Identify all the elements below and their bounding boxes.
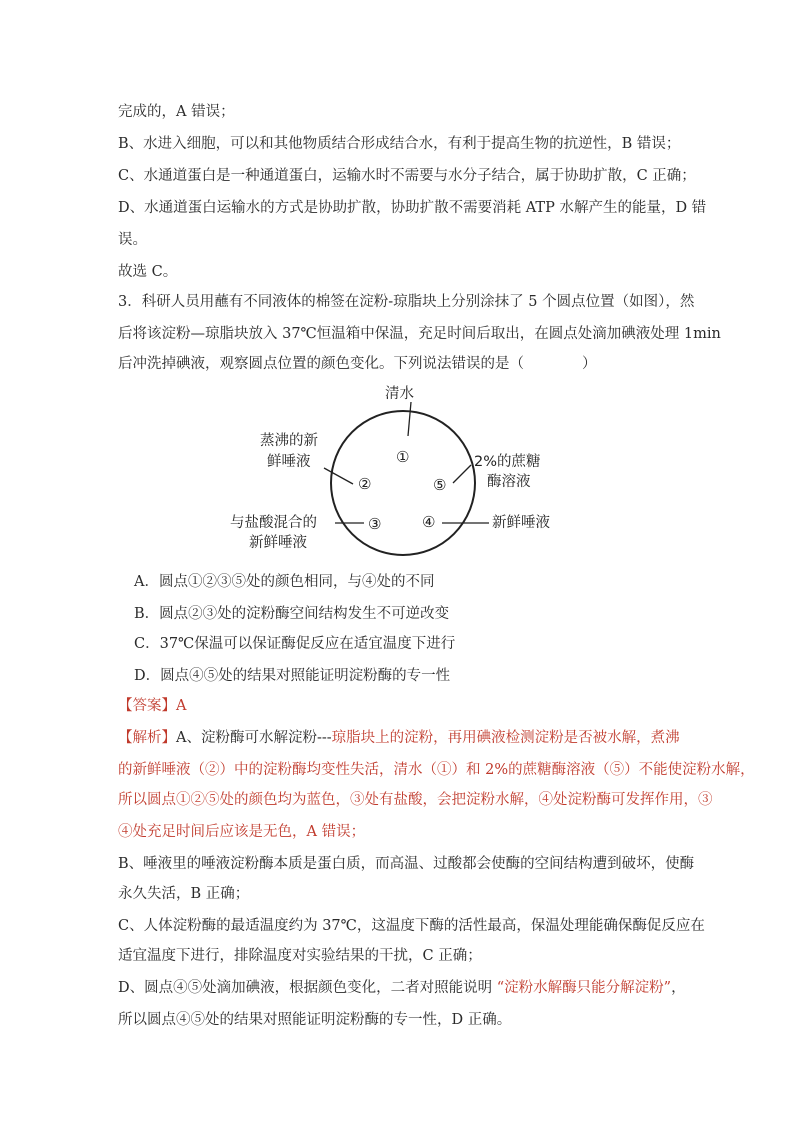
label-clear-water: 清水: [385, 386, 414, 402]
question-text: 3．科研人员用蘸有不同液体的棉签在淀粉-琼脂块上分别涂抹了 5 个圆点位置（如图），然: [118, 294, 695, 310]
analysis-line: C、人体淀粉酶的最适温度约为 37℃，这温度下酶的活性最高，保温处理能确保酶促反应在: [118, 918, 705, 934]
analysis-line: 适宜温度下进行，排除温度对实验结果的干扰，C 正确；: [118, 948, 482, 964]
spot-5: ⑤: [433, 476, 447, 494]
analysis-line: 的新鲜唾液（②）中的淀粉酶均变性失活，清水（①）和 2%的蔗糖酶溶液（⑤）不能使淀粉水解，: [118, 762, 755, 778]
label-fresh-saliva: 新鲜唾液: [492, 515, 550, 531]
text-line: C、水通道蛋白是一种通道蛋白，运输水时不需要与水分子结合，属于协助扩散，C 正确；: [118, 168, 696, 184]
label-boiled-saliva: 鲜唾液: [267, 454, 311, 470]
spot-2: ②: [358, 475, 372, 493]
text-line: D、水通道蛋白运输水的方式是协助扩散，协助扩散不需要消耗 ATP 水解产生的能量，D 错: [118, 200, 707, 216]
label-boiled-saliva: 蒸沸的新: [260, 433, 318, 449]
option-d: D．圆点④⑤处的结果对照能证明淀粉酶的专一性: [134, 668, 451, 684]
analysis-line: 永久失活，B 正确；: [118, 886, 250, 902]
experiment-figure: [225, 380, 565, 560]
text-line: 误。: [118, 232, 147, 248]
spot-3: ③: [368, 515, 382, 533]
option-a: A．圆点①②③⑤处的颜色相同，与④处的不同: [134, 574, 435, 590]
text-line: 完成的，A 错误；: [118, 104, 235, 120]
text-line: 故选 C。: [118, 264, 178, 280]
answer-value: A: [176, 698, 187, 714]
analysis-line: B、唾液里的唾液淀粉酶本质是蛋白质，而高温、过酸都会使酶的空间结构遭到破坏，使酶: [118, 856, 695, 872]
analysis-line: 所以圆点①②⑤处的颜色均为蓝色，③处有盐酸，会把淀粉水解，④处淀粉酶可发挥作用，③: [118, 792, 713, 808]
analysis-line: 【解析】A、淀粉酶可水解淀粉---琼脂块上的淀粉，再用碘液检测淀粉是否被水解，煮沸: [118, 730, 680, 746]
spot-1: ①: [396, 448, 410, 466]
question-text: 后将该淀粉—琼脂块放入 37℃恒温箱中保温，充足时间后取出，在圆点处滴加碘液处理 1min: [118, 326, 721, 342]
label-acid-saliva: 与盐酸混合的: [230, 515, 317, 531]
analysis-line: 所以圆点④⑤处的结果对照能证明淀粉酶的专一性，D 正确。: [118, 1012, 512, 1028]
question-text: 后冲洗掉碘液，观察圆点位置的颜色变化。下列说法错误的是（ ）: [118, 356, 597, 372]
label-acid-saliva: 新鲜唾液: [249, 535, 307, 551]
spot-4: ④: [422, 513, 436, 531]
answer-tag: 【答案】: [118, 698, 176, 714]
option-b: B．圆点②③处的淀粉酶空间结构发生不可逆改变: [134, 606, 450, 622]
label-sucrase: 酶溶液: [487, 474, 531, 490]
analysis-line: ④处充足时间后应该是无色，A 错误；: [118, 824, 366, 840]
text-line: B、水进入细胞，可以和其他物质结合形成结合水，有利于提高生物的抗逆性，B 错误；: [118, 136, 681, 152]
label-sucrase: 2%的蔗糖: [474, 454, 541, 470]
answer-line: [118, 696, 186, 716]
option-c: C．37℃保温可以保证酶促反应在适宜温度下进行: [134, 636, 456, 652]
analysis-tag: 【解析】: [118, 730, 176, 746]
analysis-line: D、圆点④⑤处滴加碘液，根据颜色变化，二者对照能说明 “淀粉水解酶只能分解淀粉”，: [118, 980, 686, 996]
